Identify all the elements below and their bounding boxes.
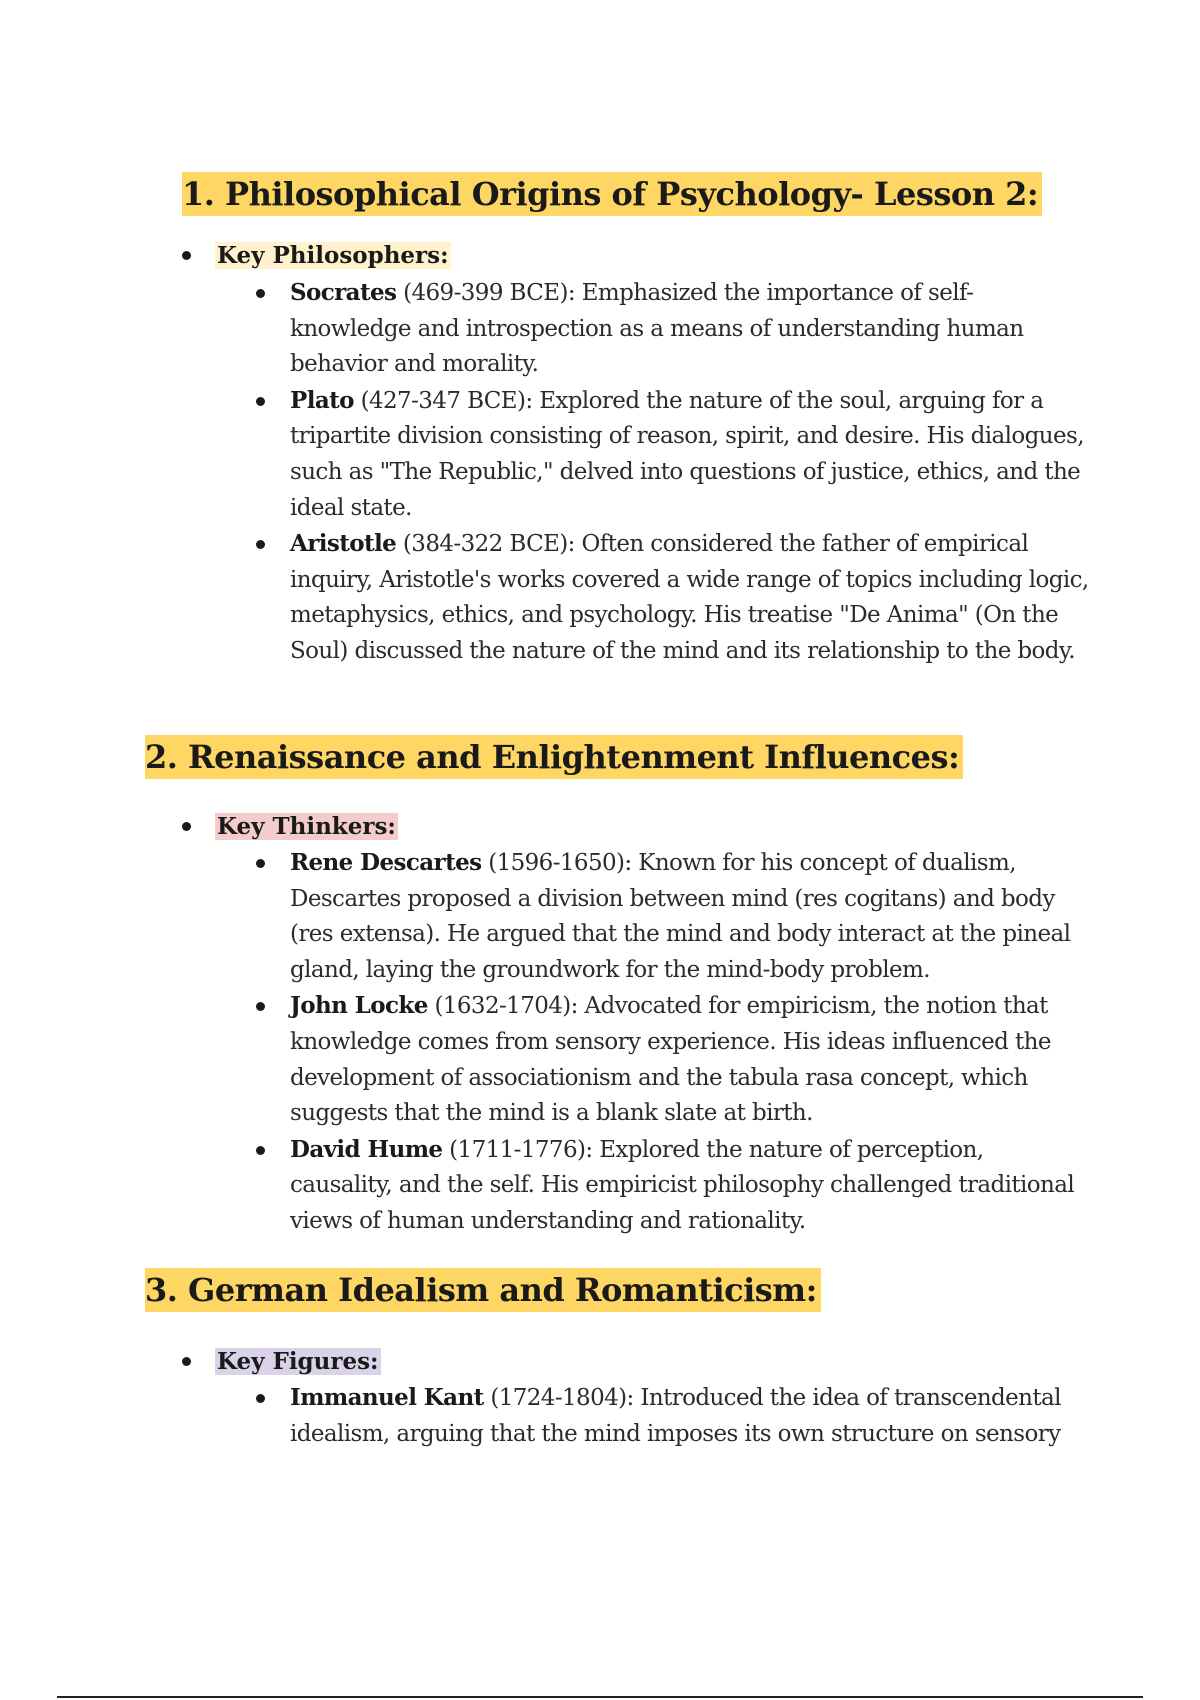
section-1-list [290,275,1090,670]
section-3-heading: 3. German Idealism and Romanticism: [145,1268,821,1312]
list-item: Aristotle (384-322 BCE): Often considered the father of empirical inquiry, Aristotle's works covered a wide range of topics including logic, metaphysics, ethics, and psychology. His treatise "De Anima" (On the Soul) discussed the nature of the mind and its relationship to the body. [290,526,1090,669]
list-item: John Locke (1632-1704): Advocated for empiricism, the notion that knowledge comes from sensory experience. His ideas influenced the development of associationism and the tabula rasa concept, which suggests that the mind is a blank slate at birth. [290,988,1090,1131]
section-1-subheading [182,239,451,273]
bullet-icon [182,251,191,260]
subheading-label: Key Thinkers: [217,813,396,840]
list-item: David Hume (1711-1776): Explored the nature of perception, causality, and the self. His empiricist philosophy challenged traditional views of human understanding and rationality. [290,1132,1090,1240]
bullet-icon [182,1357,191,1366]
section-3-list [290,1380,1090,1452]
section-2-subheading [182,810,398,844]
subheading-label: Key Philosophers: [217,242,449,269]
section-1-heading: 1. Philosophical Origins of Psychology- Lesson 2: [182,172,1042,216]
list-item: Plato (427-347 BCE): Explored the nature of the soul, arguing for a tripartite division consisting of reason, spirit, and desire. His dialogues, such as "The Republic," delved into questions of justice, ethics, and the ideal state. [290,383,1090,526]
list-item: Immanuel Kant (1724-1804): Introduced the idea of transcendental idealism, arguing that the mind imposes its own structure on sensory [290,1380,1090,1452]
section-3-subheading [182,1345,381,1379]
list-item: Socrates (469-399 BCE): Emphasized the importance of self-knowledge and introspection as a means of understanding human behavior and morality. [290,275,1090,383]
section-2-list [290,845,1090,1240]
page-bottom-rule [57,1696,1143,1698]
subheading-label: Key Figures: [217,1348,379,1375]
list-item: Rene Descartes (1596-1650): Known for his concept of dualism, Descartes proposed a division between mind (res cogitans) and body (res extensa). He argued that the mind and body interact at the pineal gland, laying the groundwork for the mind-body problem. [290,845,1090,988]
section-2-heading: 2. Renaissance and Enlightenment Influences: [145,735,963,779]
bullet-icon [182,822,191,831]
